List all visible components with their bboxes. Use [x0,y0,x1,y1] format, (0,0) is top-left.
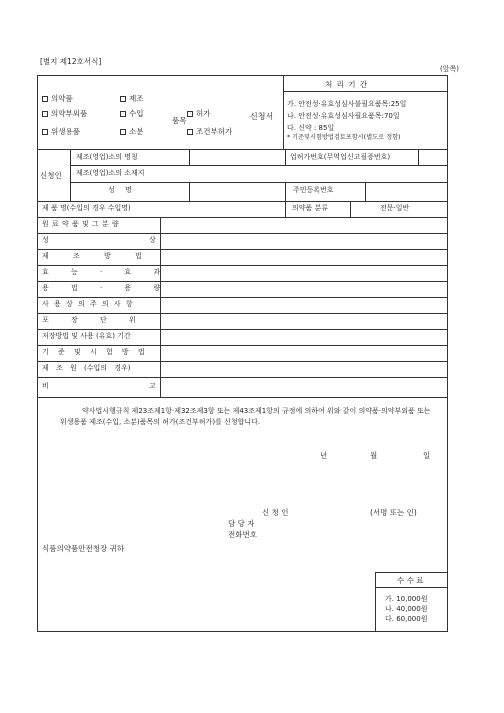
checkbox-icon[interactable] [120,111,126,117]
row-label: 제 조 원 (수입의 경우) [42,364,131,372]
row-label: 효 능 · 효 과 [42,268,161,276]
processing-title: 처 리 기 간 [325,80,369,89]
license-number-label: 업허가번호(무역업신고필증번호) [290,153,391,161]
date-year: 년 [320,451,328,460]
fee-item: 나. 40,000원 [385,605,428,613]
processing-item: 다. 신약 : 85일 [287,124,335,132]
row-label: 사 용 상 의 주 의 사 항 [42,300,133,308]
applicant-side-label: 신청인 [40,171,62,180]
option-quasi-drug[interactable]: 의약부외품 [42,108,87,119]
application-statement: 약사법시행규칙 제23조제1항·제32조제3항 또는 제43조제1항의 규정에 의하여 위와 같이 의약품·의약부외품 또는 위생용품 제조(수입, 소분)품목의 허가(조건부허가)를 신청합니다. [60,407,431,426]
drug-category-value: 전문·일반 [380,204,410,212]
option-approval[interactable]: 허가 [187,108,211,119]
checkbox-icon[interactable] [42,129,48,135]
row-label: 제 조 방 법 [42,252,142,260]
checkbox-icon[interactable] [187,129,193,135]
processing-item: 나. 안전성·유효성심사필요품목:70일 [287,112,400,120]
option-medicine[interactable]: 의약품 [42,93,73,104]
application-label: 신청서 [250,112,274,121]
fee-item: 가. 10,000원 [385,595,428,603]
checkbox-icon[interactable] [120,96,126,102]
recipient: 식품의약품안전청장 귀하 [42,544,125,553]
option-import[interactable]: 수입 [120,108,144,119]
row-label: 성 상 [42,236,156,244]
option-manufacture[interactable]: 제조 [120,93,144,104]
fee-title: 수 수 료 [397,576,424,585]
person-name-label: 성 명 [108,186,136,194]
annex-title: [별지 제12호서식] [40,57,102,66]
business-name-label: 제조(영업)소의 명칭 [76,153,138,161]
row-label: 용 법 · 용 량 [42,284,161,292]
front-mark: (앞쪽) [440,65,459,73]
business-address-label: 제조(영업)소의 소재지 [76,169,145,177]
checkbox-icon[interactable] [120,129,126,135]
option-conditional-approval[interactable]: 조건부허가 [187,126,232,137]
item-label: 품목 [172,116,187,125]
option-subdivision[interactable]: 소분 [120,126,144,137]
checkbox-icon[interactable] [42,111,48,117]
applicant-sign-label: 신 청 인 [262,508,289,517]
date-month: 월 [370,451,378,460]
phone-label: 전화번호 [228,530,257,539]
product-name-label: 제 품 명(수입의 경우 수입명) [42,204,131,212]
checkbox-icon[interactable] [187,111,193,117]
resident-id-label: 주민등록번호 [293,186,334,194]
date-day: 일 [423,451,431,460]
processing-item: 가. 안전성·유효성심사불필요품목:25일 [287,100,407,108]
fee-item: 다. 60,000원 [385,615,428,623]
option-hygiene-product[interactable]: 위생용품 [42,126,80,137]
row-label: 포 장 단 위 [42,316,136,324]
row-label: 저장방법 및 사용 (유효) 기간 [42,332,131,340]
row-label: 원 료 약 품 및 그 분 량 [42,220,120,228]
row-label: 기 준 및 시 험 방 법 [42,348,145,356]
row-label: 비 고 [42,382,156,390]
processing-note: * 기준및시험방법검토포함시(별도로 정함) [287,134,401,141]
drug-category-label: 의약품 분류 [292,204,329,212]
checkbox-icon[interactable] [42,96,48,102]
sign-note: (서명 또는 인) [370,508,417,517]
officer-label: 담 당 자 [228,519,255,528]
